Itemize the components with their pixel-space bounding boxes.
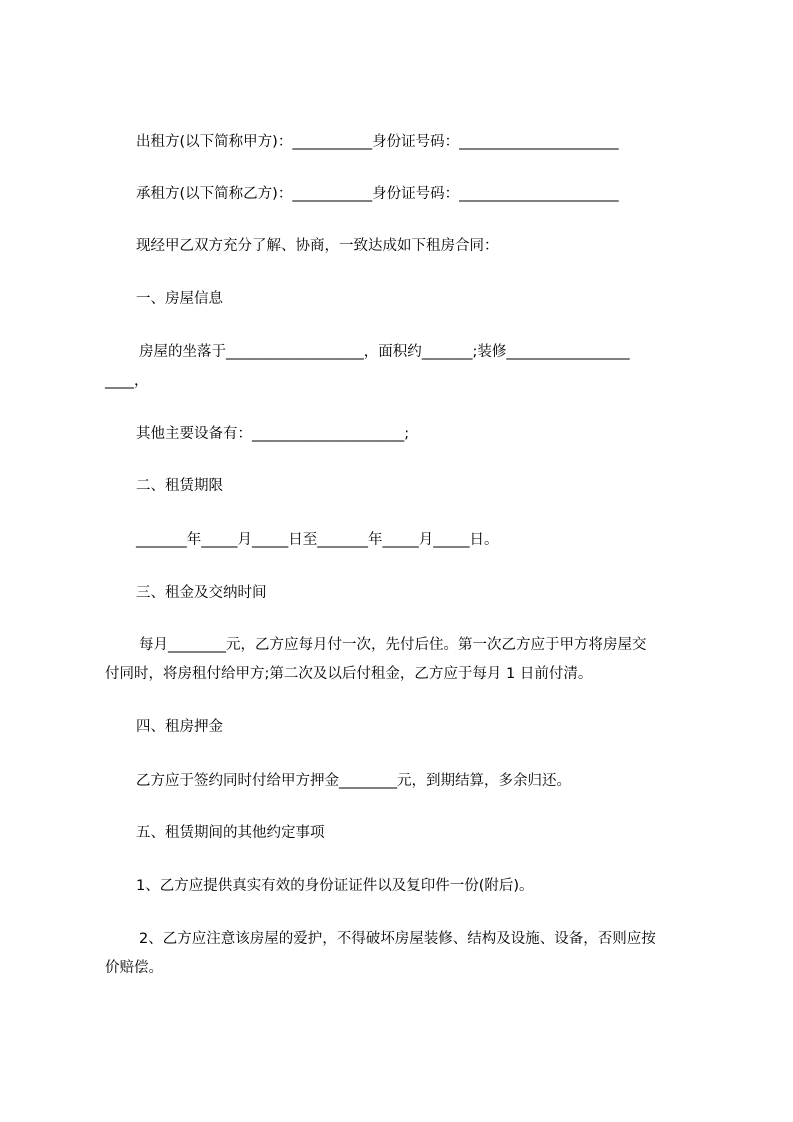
- house-location-line-continued: ____，: [105, 373, 149, 389]
- other-terms-item-2: 2、乙方应注意该房屋的爱护，不得破坏房屋装修、结构及设施、设备，否则应按: [139, 931, 656, 947]
- lessee-line: 承租方(以下简称乙方)：___________身份证号码：______________________: [136, 186, 619, 202]
- other-terms-item-1: 1、乙方应提供真实有效的身份证证件以及复印件一份(附后)。: [136, 878, 534, 894]
- section-heading-rent-payment: 三、租金及交纳时间: [136, 585, 267, 601]
- lessor-line: 出租方(以下简称甲方)：___________身份证号码：______________________: [136, 134, 619, 150]
- rent-payment-line: 每月________元，乙方应每月付一次，先付后住。第一次乙方应于甲方将房屋交: [139, 637, 647, 653]
- section-heading-other-terms: 五、租赁期间的其他约定事项: [136, 825, 325, 841]
- house-equipment-line: 其他主要设备有：_____________________;: [136, 426, 410, 442]
- section-heading-lease-term: 二、租赁期限: [136, 478, 223, 494]
- section-heading-house-info: 一、房屋信息: [136, 291, 223, 307]
- deposit-line: 乙方应于签约同时付给甲方押金________元，到期结算，多余归还。: [136, 773, 571, 789]
- rent-payment-line-continued: 付同时，将房租付给甲方;第二次及以后付租金，乙方应于每月 1 日前付清。: [105, 666, 593, 682]
- house-location-line: 房屋的坐落于___________________，面积约_______;装修_________________: [139, 344, 630, 360]
- other-terms-item-2-continued: 价赔偿。: [105, 960, 163, 976]
- section-heading-deposit: 四、租房押金: [136, 719, 223, 735]
- lease-term-line: _______年_____月_____日至_______年_____月_____日。: [136, 532, 499, 548]
- preamble: 现经甲乙双方充分了解、协商，一致达成如下租房合同：: [136, 238, 499, 254]
